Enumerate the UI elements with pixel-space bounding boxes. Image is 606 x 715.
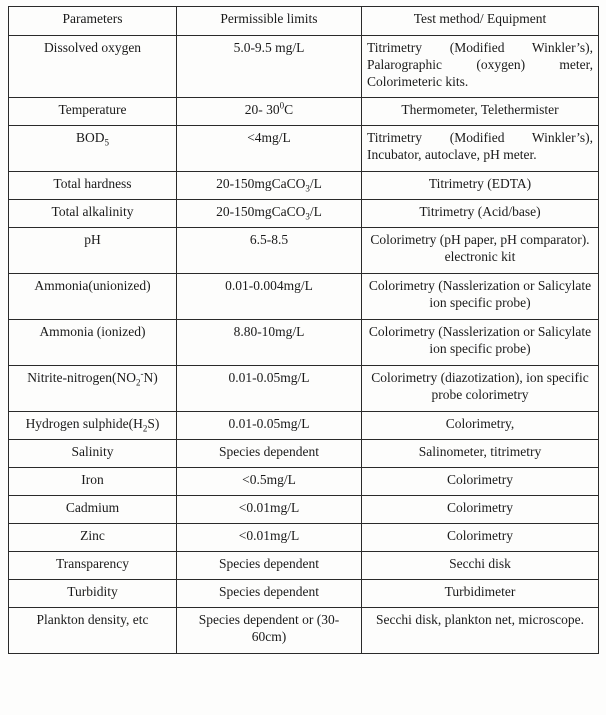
parameter-cell: Iron — [9, 468, 177, 496]
limit-cell: 5.0-9.5 mg/L — [177, 36, 362, 98]
limit-cell: <0.01mg/L — [177, 524, 362, 552]
water-quality-parameters-table — [8, 6, 599, 654]
parameter-cell: Temperature — [9, 98, 177, 126]
method-cell: Colorimetry (pH paper, pH comparator). electronic kit — [362, 228, 599, 274]
table-row — [9, 172, 599, 200]
limit-cell: 20- $30^0C$ — [177, 98, 362, 126]
limit-cell: Species dependent — [177, 440, 362, 468]
table-row — [9, 36, 599, 98]
table-row — [9, 412, 599, 440]
table-row — [9, 98, 599, 126]
method-cell: Titrimetry (Acid/base) — [362, 200, 599, 228]
limit-cell: 6.5-8.5 — [177, 228, 362, 274]
method-cell: Salinometer, titrimetry — [362, 440, 599, 468]
table-row — [9, 320, 599, 366]
method-cell: Secchi disk — [362, 552, 599, 580]
parameter-cell: Plankton density, etc — [9, 608, 177, 654]
table-row — [9, 200, 599, 228]
limit-cell: Species dependent or (30-60cm) — [177, 608, 362, 654]
limit-cell: <0.5mg/L — [177, 468, 362, 496]
table-row — [9, 366, 599, 412]
parameter-cell: Ammonia(unionized) — [9, 274, 177, 320]
table-header — [9, 7, 599, 36]
header-test-method: Test method/ Equipment — [362, 7, 599, 36]
parameter-cell: Nitrite-$nitrogen(NO_2^-N)$ — [9, 366, 177, 412]
parameter-cell: Dissolved oxygen — [9, 36, 177, 98]
parameter-cell: Cadmium — [9, 496, 177, 524]
limit-cell: 0.01-0.004mg/L — [177, 274, 362, 320]
table-body — [9, 36, 599, 654]
method-cell: Titrimetry (Modified Winkler’s), Incubator, autoclave, pH meter. — [362, 126, 599, 172]
parameter-cell: Transparency — [9, 552, 177, 580]
method-cell: Thermometer, Telethermister — [362, 98, 599, 126]
limit-cell: 0.01-0.05mg/L — [177, 366, 362, 412]
parameter-cell: Turbidity — [9, 580, 177, 608]
table-row — [9, 468, 599, 496]
method-cell: Colorimetry, — [362, 412, 599, 440]
table-row — [9, 608, 599, 654]
table-row — [9, 552, 599, 580]
parameter-cell: Zinc — [9, 524, 177, 552]
method-cell: Colorimetry — [362, 496, 599, 524]
method-cell: Colorimetry (Nasslerization or Salicylate ion specific probe) — [362, 320, 599, 366]
method-cell: Colorimetry — [362, 468, 599, 496]
limit-cell: 20-150mgCaCO$_3$/L — [177, 200, 362, 228]
header-parameters: Parameters — [9, 7, 177, 36]
limit-cell: Species dependent — [177, 552, 362, 580]
table-row — [9, 228, 599, 274]
limit-cell: 20-150mgCaCO$_3$/L — [177, 172, 362, 200]
parameter-cell: pH — [9, 228, 177, 274]
method-cell: Colorimetry (diazotization), ion specific probe colorimetry — [362, 366, 599, 412]
parameter-cell: Total alkalinity — [9, 200, 177, 228]
method-cell: Turbidimeter — [362, 580, 599, 608]
table-row — [9, 274, 599, 320]
parameter-cell: $BOD_5$ — [9, 126, 177, 172]
limit-cell: 0.01-0.05mg/L — [177, 412, 362, 440]
limit-cell: <0.01mg/L — [177, 496, 362, 524]
table-row — [9, 126, 599, 172]
method-cell: Colorimetry (Nasslerization or Salicylate ion specific probe) — [362, 274, 599, 320]
limit-cell: 8.80-10mg/L — [177, 320, 362, 366]
limit-cell: <4mg/L — [177, 126, 362, 172]
method-cell: Colorimetry — [362, 524, 599, 552]
parameter-cell: Ammonia (ionized) — [9, 320, 177, 366]
method-cell: Titrimetry (Modified Winkler’s), Palarographic (oxygen) meter, Colorimeteric kits. — [362, 36, 599, 98]
method-cell: Secchi disk, plankton net, microscope. — [362, 608, 599, 654]
header-row — [9, 7, 599, 36]
table-row — [9, 580, 599, 608]
header-permissible-limits: Permissible limits — [177, 7, 362, 36]
parameter-cell: Hydrogen $sulphide(H_2S)$ — [9, 412, 177, 440]
table-row — [9, 524, 599, 552]
table-row — [9, 440, 599, 468]
parameter-cell: Salinity — [9, 440, 177, 468]
method-cell: Titrimetry (EDTA) — [362, 172, 599, 200]
table-row — [9, 496, 599, 524]
parameter-cell: Total hardness — [9, 172, 177, 200]
limit-cell: Species dependent — [177, 580, 362, 608]
